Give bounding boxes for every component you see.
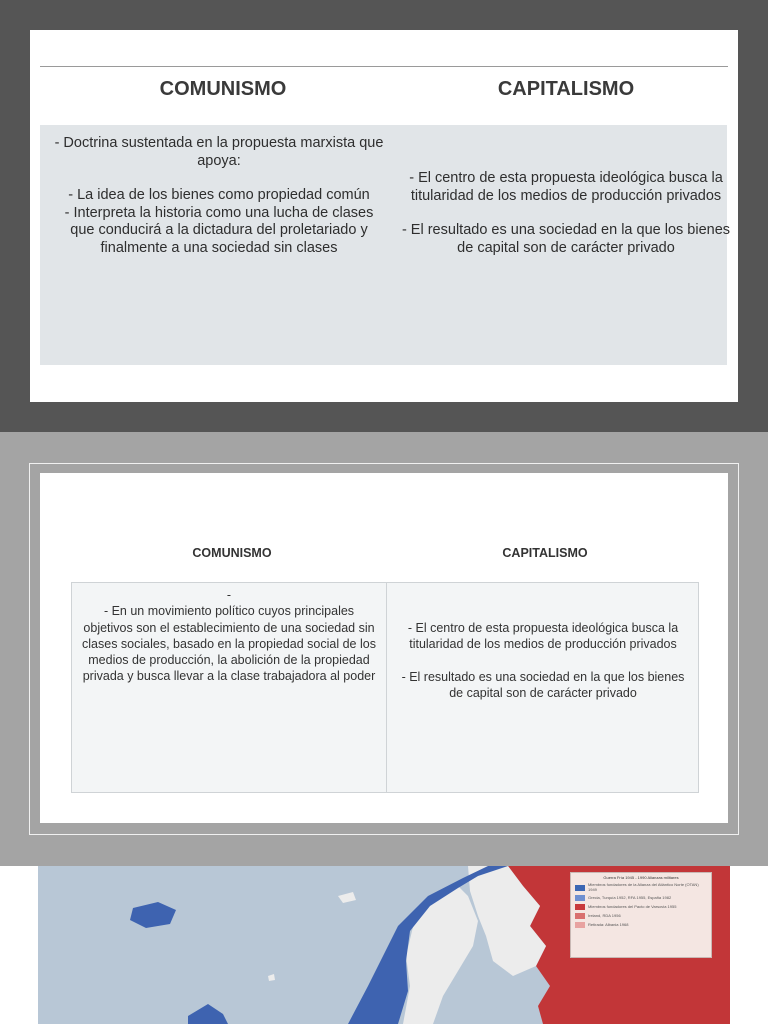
map-legend bbox=[570, 872, 712, 958]
capitalismo-column bbox=[396, 170, 736, 257]
capitalismo-point: - El centro de esta propuesta ideológica busca la titularidad de los medios de producción privados bbox=[409, 170, 723, 204]
comunismo-point: - bbox=[226, 588, 232, 602]
comunismo-point: - Doctrina sustentada en la propuesta marxista que apoya: bbox=[54, 135, 384, 169]
legend-item bbox=[575, 913, 707, 919]
legend-item bbox=[575, 883, 707, 892]
slide-2 bbox=[0, 432, 768, 866]
capitalismo-header: CAPITALISMO bbox=[502, 546, 588, 560]
slide-2-card bbox=[40, 473, 728, 823]
capitalismo-point: - El resultado es una sociedad en la que los bienes de capital son de carácter privado bbox=[401, 669, 685, 700]
comunismo-cell bbox=[80, 587, 378, 685]
legend-swatch bbox=[575, 895, 585, 901]
comparison-body bbox=[40, 125, 731, 365]
legend-title: Guerra Fría 1945 - 1990 Alianzas militares bbox=[603, 875, 679, 880]
column-divider bbox=[386, 583, 387, 792]
comunismo-point: - En un movimiento político cuyos principales objetivos son el establecimiento de una sociedad sin clases sociales, basado en la propiedad social de los medios de producción, la abolición de la propiedad privada y busca llevar a la clase trabajadora al poder bbox=[82, 604, 376, 684]
comunismo-point: - Interpreta la historia como una lucha de clases que conducirá a la dictadura del proletariado y finalmente a una sociedad sin clases bbox=[64, 204, 374, 256]
legend-item bbox=[575, 922, 707, 928]
comparison-table bbox=[71, 582, 699, 793]
comunismo-column bbox=[54, 135, 384, 257]
header-divider bbox=[40, 66, 728, 67]
slide-1 bbox=[0, 0, 768, 432]
legend-label: Miembros fundadores de la Alianza del Atlántico Norte (OTAN) 1949 bbox=[588, 882, 699, 892]
capitalismo-point: - El centro de esta propuesta ideológica busca la titularidad de los medios de producción privados bbox=[407, 621, 679, 652]
legend-swatch bbox=[575, 904, 585, 910]
comunismo-point: - La idea de los bienes como propiedad común bbox=[68, 187, 370, 203]
cold-war-map bbox=[38, 866, 730, 1024]
legend-swatch bbox=[575, 913, 585, 919]
legend-label: Grecia, Turquía 1952, RFA 1955, España 1982 bbox=[588, 894, 672, 900]
comunismo-header: COMUNISMO bbox=[159, 78, 287, 100]
legend-label: Ireland, RDA 1956 bbox=[588, 912, 621, 918]
legend-item bbox=[575, 904, 707, 910]
legend-label: Miembros fundadores del Pacto de Varsovia 1955 bbox=[588, 903, 677, 909]
slide-1-card bbox=[30, 30, 738, 402]
legend-label: Retirada: Albania 1968 bbox=[588, 921, 629, 927]
legend-swatch bbox=[575, 922, 585, 928]
legend-item bbox=[575, 895, 707, 901]
capitalismo-point: - El resultado es una sociedad en la que los bienes de capital son de carácter privado bbox=[401, 222, 731, 256]
legend-swatch bbox=[575, 885, 585, 891]
capitalismo-header: CAPITALISMO bbox=[497, 78, 635, 100]
comunismo-header: COMUNISMO bbox=[192, 546, 272, 560]
capitalismo-cell bbox=[394, 620, 692, 701]
